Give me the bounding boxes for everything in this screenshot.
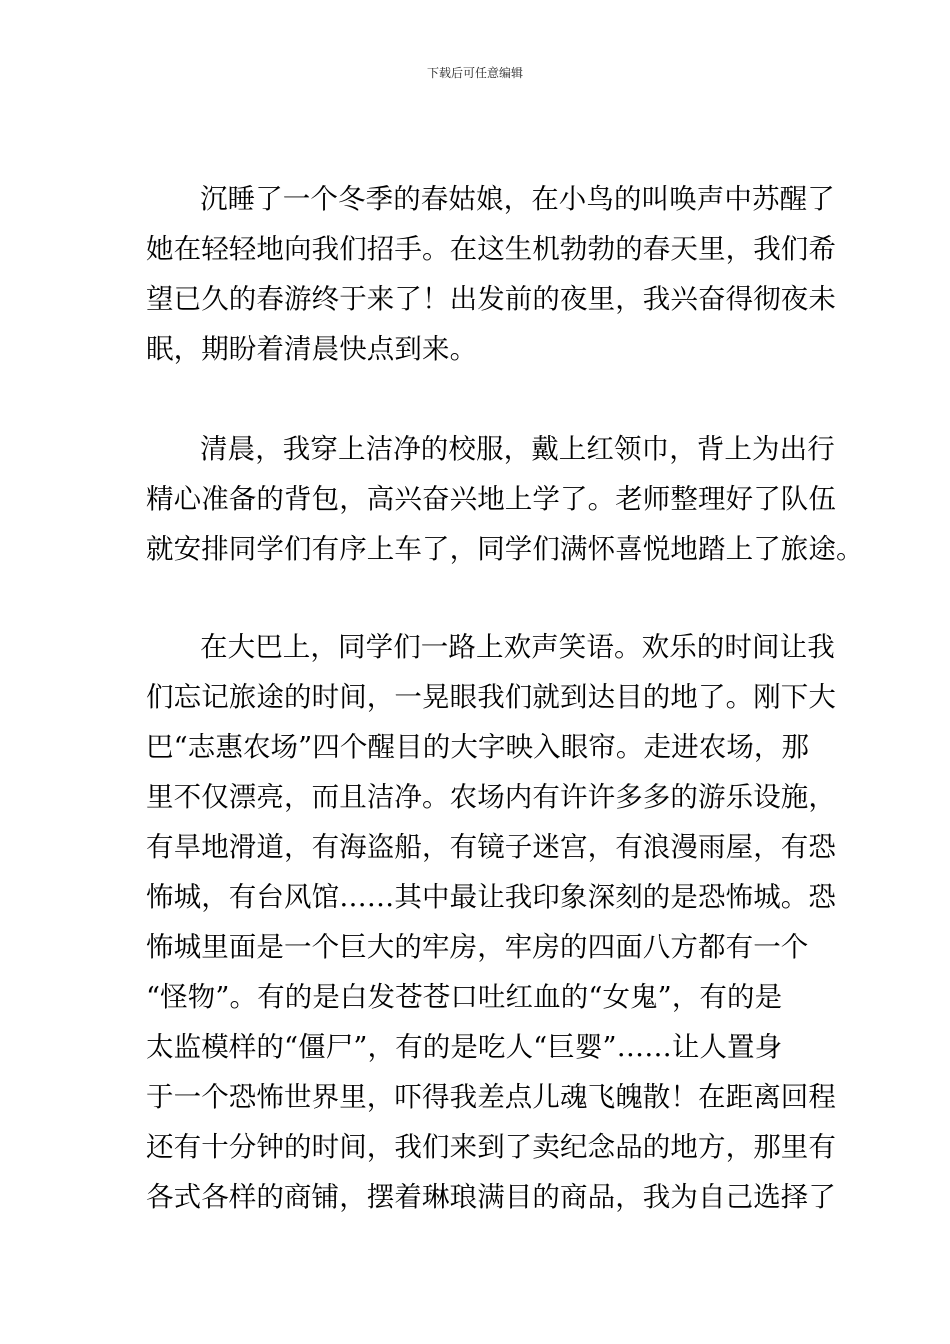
paragraph-1-line-1: 沉睡了一个冬季的春姑娘，在小鸟的叫唤声中苏醒了 [200,183,835,215]
paragraph-3-line-8: “怪物”。有的是白发苍苍口吐红血的“女鬼”，有的是 [146,981,783,1013]
paragraph-3-line-3: 巴“志惠农场”四个醒目的大字映入眼帘。走进农场，那 [146,731,810,763]
page-header: 下载后可任意编辑 [426,66,523,80]
paragraph-3-line-6: 怖城，有台风馆……其中最让我印象深刻的是恐怖城。恐 [146,881,836,913]
paragraph-1-line-2: 她在轻轻地向我们招手。在这生机勃勃的春天里，我们希 [146,233,836,265]
paragraph-2-line-3: 就安排同学们有序上车了，同学们满怀喜悦地踏上了旅途。 [146,533,864,565]
paragraph-2-line-1: 清晨，我穿上洁净的校服，戴上红领巾，背上为出行 [200,433,835,465]
paragraph-3-line-7: 怖城里面是一个巨大的牢房，牢房的四面八方都有一个 [146,931,809,963]
paragraph-3-line-9: 太监模样的“僵尸”，有的是吃人“巨婴”……让人置身 [146,1031,783,1063]
paragraph-3-line-11: 还有十分钟的时间，我们来到了卖纪念品的地方，那里有 [146,1131,836,1163]
paragraph-2-line-2: 精心准备的背包，高兴奋兴地上学了。老师整理好了队伍 [146,483,836,515]
paragraph-3-line-2: 们忘记旅途的时间，一晃眼我们就到达目的地了。刚下大 [146,681,836,713]
paragraph-3-line-4: 里不仅漂亮，而且洁净。农场内有许许多多的游乐设施， [146,781,836,813]
paragraph-1-line-3: 望已久的春游终于来了！出发前的夜里，我兴奋得彻夜未 [146,283,836,315]
paragraph-3-line-5: 有旱地滑道，有海盗船，有镜子迷宫，有浪漫雨屋，有恐 [146,831,836,863]
paragraph-1-line-4: 眠，期盼着清晨快点到来。 [146,333,478,365]
paragraph-3-line-10: 于一个恐怖世界里，吓得我差点儿魂飞魄散！在距离回程 [146,1081,836,1113]
paragraph-3-line-12: 各式各样的商铺，摆着琳琅满目的商品，我为自己选择了 [146,1181,836,1213]
paragraph-3-line-1: 在大巴上，同学们一路上欢声笑语。欢乐的时间让我 [200,631,835,663]
